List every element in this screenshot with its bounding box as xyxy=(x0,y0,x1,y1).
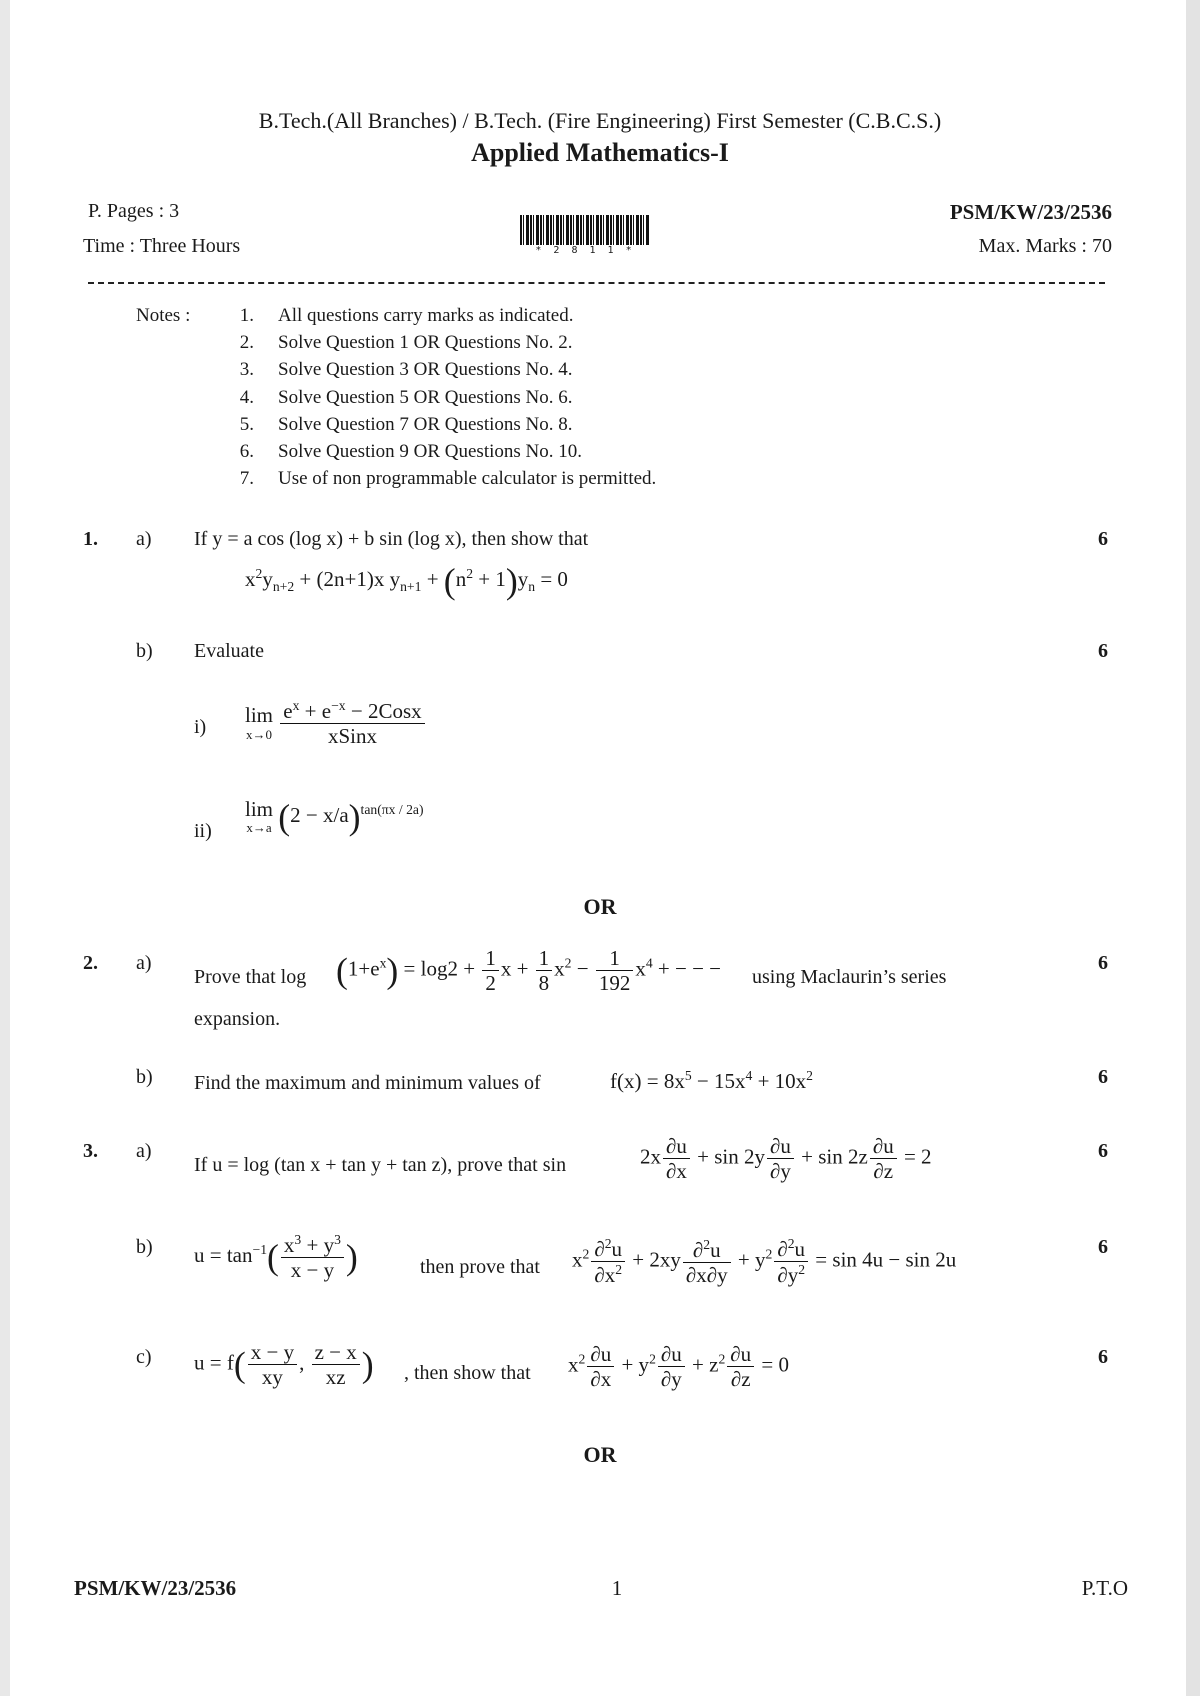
question-text: Prove that log xyxy=(194,966,307,988)
equation: 2x $\frac{\partial u}{\partial x}$ + sin 2y $\frac{\partial u}{\partial y}$ + sin 2z $\frac{\partial u}{\partial z}$ = 2 xyxy=(640,1134,932,1184)
equation: $u = \tan^{-1}$( $\frac{x^3 + y^3}{x - y}$ ) xyxy=(194,1232,358,1283)
barcode xyxy=(520,215,650,245)
part-label: b) xyxy=(136,640,153,662)
time-limit: Time : Three Hours xyxy=(83,235,241,257)
part-label: c) xyxy=(136,1346,152,1368)
note-text: Use of non programmable calculator is permitted. xyxy=(278,468,657,490)
note-number: 1. xyxy=(239,305,254,326)
question-text: If u = log (tan x + tan y + tan z), prove that sin xyxy=(194,1154,567,1176)
question-text: , then show that xyxy=(404,1362,531,1384)
marks: 6 xyxy=(1098,1140,1108,1162)
question-number: 1. xyxy=(83,528,98,550)
notes-label: Notes : xyxy=(136,305,191,326)
note-text: Solve Question 9 OR Questions No. 10. xyxy=(278,441,582,462)
equation: lim x→a $(2 - x/a)^{tan(\pi x / 2a)}$ xyxy=(245,797,424,837)
part-label: a) xyxy=(136,952,152,974)
note-text: All questions carry marks as indicated. xyxy=(278,305,574,326)
notes-section xyxy=(136,302,836,502)
note-number: 3. xyxy=(239,359,254,381)
marks: 6 xyxy=(1098,1066,1108,1088)
subpart-label: i) xyxy=(194,716,207,738)
part-label: b) xyxy=(136,1236,153,1258)
equation: $x^2y_{n+2} + (2n+1)x$ $y_{n+1} + (n^2 + 1)y_n = 0$ xyxy=(245,561,568,601)
barcode-number: * 2 8 1 1 * xyxy=(535,245,635,256)
footer-code: PSM/KW/23/2536 xyxy=(74,1576,237,1600)
question-text: Find the maximum and minimum values of xyxy=(194,1072,541,1094)
marks: 6 xyxy=(1098,1236,1108,1258)
equation: $x^2$ $\frac{\partial u}{\partial x}$ + $y^2$ $\frac{\partial u}{\partial y}$ + $z^2$ $\frac{\partial u}{\partial z}$ = 0 xyxy=(568,1342,790,1392)
note-number: 6. xyxy=(239,441,254,462)
subject-title: Applied Mathematics-I xyxy=(471,138,729,167)
question-number: 2. xyxy=(83,952,98,974)
note-text: Solve Question 5 OR Questions No. 6. xyxy=(278,386,573,408)
question-text: then prove that xyxy=(420,1256,540,1278)
equation: $f(x) = 8x^5 - 15x^4 + 10x^2$ xyxy=(610,1068,813,1093)
subpart-label: ii) xyxy=(194,820,212,842)
marks: 6 xyxy=(1098,1346,1108,1368)
equation: $(1+e^x) = \log 2$ + $\frac{1}{2}$ x + $\frac{1}{8}$ $x^2$ − $\frac{1}{192}$ $x^4$ + − − − xyxy=(336,946,722,996)
marks: 6 xyxy=(1098,952,1108,974)
note-number: 5. xyxy=(239,413,254,435)
note-text: Solve Question 3 OR Questions No. 4. xyxy=(278,359,573,381)
note-number: 2. xyxy=(239,332,254,354)
question-text: Evaluate xyxy=(194,640,264,662)
equation: lim x→0 $\frac{e^x + e^{-x} - 2Cosx}{\text{xSinx}}$ xyxy=(245,698,427,748)
note-text: Solve Question 1 OR Questions No. 2. xyxy=(278,332,573,354)
page-number: 1 xyxy=(611,1576,623,1600)
question-text: expansion. xyxy=(194,1008,281,1030)
equation: $x^2$ $\frac{\partial^2u}{\partial x^2}$ + 2xy $\frac{\partial^2u}{\partial x\partial y}$ + $y^2$ $\frac{\partial^2u}{\partial y^2}$ = sin 4u − sin 2u xyxy=(572,1236,957,1288)
marks: 6 xyxy=(1098,640,1108,662)
paper-code: PSM/KW/23/2536 xyxy=(949,200,1112,224)
course-title: B.Tech.(All Branches) / B.Tech. (Fire Engineering) First Semester (C.B.C.S.) xyxy=(258,108,942,133)
note-number: 4. xyxy=(239,386,254,408)
note-text: Solve Question 7 OR Questions No. 8. xyxy=(278,413,573,435)
marks: 6 xyxy=(1098,528,1108,550)
pto-label: P.T.O xyxy=(1081,1576,1128,1600)
question-text: If y = a cos (log x) + b sin (log x), then show that xyxy=(194,528,589,550)
question-text: using Maclaurin’s series xyxy=(752,966,947,988)
part-label: a) xyxy=(136,1140,152,1162)
page-count: P. Pages : 3 xyxy=(88,200,180,222)
or-divider: OR xyxy=(583,1442,617,1467)
question-number: 3. xyxy=(83,1140,98,1162)
part-label: b) xyxy=(136,1066,153,1088)
note-number: 7. xyxy=(239,468,254,490)
or-divider: OR xyxy=(583,894,617,919)
part-label: a) xyxy=(136,528,152,550)
divider xyxy=(88,282,1105,284)
max-marks: Max. Marks : 70 xyxy=(978,235,1112,257)
equation: u = f( $\frac{x - y}{xy}$ , $\frac{z - x}{xz}$ ) xyxy=(194,1340,374,1390)
